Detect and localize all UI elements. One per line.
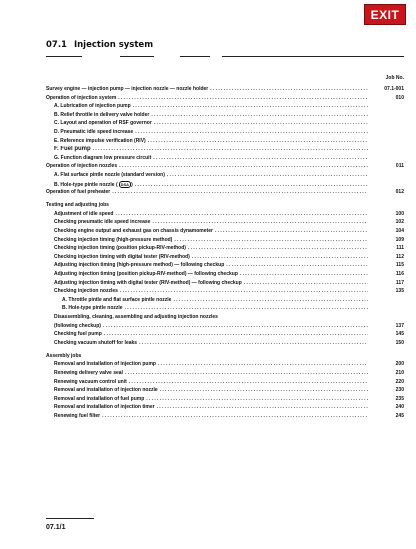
toc-entry[interactable]	[46, 404, 404, 413]
toc-entry[interactable]	[46, 219, 404, 228]
toc-entry-text: Checking injection nozzles	[54, 288, 118, 295]
dot-leader	[115, 211, 368, 217]
toc-entry[interactable]	[46, 288, 404, 297]
exit-button[interactable]: EXIT	[364, 4, 406, 25]
toc-entry-label	[54, 129, 133, 135]
toc-entry[interactable]	[46, 297, 404, 306]
toc-entry[interactable]	[46, 86, 404, 95]
job-number: 200	[395, 361, 404, 368]
dot-leader	[148, 138, 368, 144]
toc-entry-label	[46, 163, 117, 169]
toc-entry-text: Removal and installation of injection pump	[54, 361, 156, 368]
toc-entry-text: A. Throttle pintle and flat surface pintle nozzle	[62, 296, 172, 303]
toc-entry-text: Checking vacuum shutoff for leaks	[54, 339, 138, 346]
toc-entry-label	[54, 314, 218, 320]
toc-entry-label	[54, 254, 190, 260]
toc-entry[interactable]	[46, 323, 404, 332]
toc-entry[interactable]	[46, 262, 404, 271]
toc-entry-text: A. Lubrication of injection pump	[54, 103, 131, 110]
toc-entry-text: Checking pneumatic idle speed increase	[54, 219, 151, 226]
toc-entry-text: Adjusting injection timing (high-pressure method) — following checkup	[54, 262, 225, 269]
toc-entry[interactable]	[46, 271, 404, 280]
dot-leader	[119, 163, 368, 169]
toc-entry[interactable]	[46, 95, 404, 104]
dot-leader	[118, 95, 368, 101]
toc-entry[interactable]	[46, 129, 404, 138]
toc-entry[interactable]	[46, 155, 404, 164]
job-number: 115	[395, 262, 404, 269]
dot-leader	[153, 155, 368, 161]
toc-entry[interactable]	[46, 361, 404, 370]
job-number: 07.1-001	[384, 86, 404, 92]
toc-entry[interactable]	[46, 181, 404, 190]
job-number: 150	[395, 339, 404, 346]
toc-entry-label	[54, 146, 91, 152]
dot-leader	[158, 361, 368, 367]
toc-entry-text: C. Layout and operation of RSF governor	[54, 120, 152, 127]
toc-entry[interactable]	[46, 396, 404, 405]
toc-entry-text: Checking fuel pump	[54, 331, 102, 338]
toc-entry[interactable]	[46, 254, 404, 263]
dot-leader	[157, 404, 368, 410]
dot-leader	[173, 297, 368, 303]
toc-entry-label	[54, 219, 150, 225]
section-title: Injection system	[73, 40, 154, 50]
job-number: 245	[395, 412, 404, 419]
dot-leader	[215, 228, 368, 234]
header-rule-1	[46, 56, 82, 57]
job-number: 100	[395, 210, 404, 217]
toc-entry[interactable]	[46, 305, 404, 314]
toc-entry[interactable]	[46, 211, 404, 220]
dot-leader	[133, 103, 368, 109]
job-number: 109	[395, 236, 404, 243]
toc-entry-label	[62, 305, 123, 311]
toc-entry-label	[54, 413, 100, 419]
dot-leader	[93, 146, 368, 152]
toc-entry[interactable]	[46, 379, 404, 388]
toc-entry-text: B. Hole-type pintle nozzle	[62, 305, 123, 312]
footer-rule	[46, 518, 94, 519]
toc-entry-text: Adjusting injection timing (position pickup-RIV-method) — following checkup	[54, 270, 238, 277]
header-rule-2	[120, 56, 154, 57]
header-rule-3	[180, 56, 210, 57]
toc-entry-text: D. Pneumatic idle speed increase	[54, 128, 134, 135]
job-number: 145	[395, 331, 404, 338]
job-number: 116	[395, 270, 404, 277]
toc-entry-text: Checking injection timing with digital tester (RIV-method)	[54, 253, 190, 260]
toc-entry-label	[54, 237, 172, 243]
toc-entry-text: A. Flat surface pintle nozzle (standard version)	[54, 171, 165, 178]
toc-entry[interactable]	[46, 172, 404, 181]
dot-leader	[112, 189, 368, 195]
toc-entry[interactable]	[46, 103, 404, 112]
job-number: 137	[395, 322, 404, 329]
toc-entry-label	[54, 138, 146, 144]
toc-entry-text: Checking injection timing (position pickup-RIV-method)	[54, 245, 186, 252]
job-number: 210	[395, 370, 404, 376]
toc-entry-label	[54, 103, 131, 109]
toc-entry-label	[54, 361, 156, 367]
toc-entry-suffix: )	[131, 181, 133, 188]
dot-leader	[151, 112, 368, 118]
job-number: 011	[395, 163, 404, 170]
toc-entry-text: Survey engine — injection pump — injection nozzle — nozzle holder	[46, 86, 209, 92]
job-number: 240	[395, 404, 404, 411]
toc-entry-label	[54, 245, 186, 251]
toc-entry-label	[46, 86, 208, 92]
toc-entry-text: Checking engine output and exhaust gas on chassis dynamometer	[54, 228, 213, 234]
toc-entry-label	[54, 120, 152, 126]
header-rule-4	[222, 56, 404, 57]
section-number: 07.1	[46, 40, 67, 50]
block-heading: Assembly jobs	[46, 352, 82, 359]
dot-leader	[120, 288, 368, 294]
toc-entry-label	[54, 370, 123, 376]
dot-leader	[125, 370, 368, 376]
job-number: 111	[396, 245, 404, 252]
toc-entry-label	[46, 189, 110, 195]
dot-leader	[244, 280, 368, 286]
dot-leader	[103, 323, 368, 329]
toc-entry-text: Adjusting injection timing with digital tester (RIV-method) — following checkup	[54, 279, 242, 286]
toc-entry-label	[54, 340, 137, 346]
dot-leader	[139, 340, 368, 346]
dot-leader	[102, 413, 368, 419]
toc-entry-label	[54, 288, 118, 294]
toc-entry-label	[54, 331, 102, 337]
toc-entry-label	[62, 297, 171, 303]
dot-leader	[135, 129, 368, 135]
dot-leader	[154, 120, 368, 126]
dot-leader	[152, 219, 368, 225]
job-number: 012	[395, 189, 404, 196]
job-number: 112	[395, 253, 404, 260]
toc-entry-text: G. Function diagram low pressure circuit	[54, 154, 152, 161]
toc-entry-text: Renewing vacuum control unit	[54, 378, 127, 385]
dot-leader	[160, 387, 368, 393]
dot-leader	[174, 237, 368, 243]
toc-entry-text: Adjustment of idle speed	[54, 210, 114, 217]
job-number: 230	[395, 387, 404, 394]
toc-entry-text: Operation of fuel preheater	[46, 189, 111, 196]
table-of-contents	[46, 86, 404, 422]
toc-entry-text: Operation of injection nozzles	[46, 163, 118, 170]
toc-entry-text: Removal and installation of injection timer	[54, 404, 155, 411]
dot-leader	[240, 271, 368, 277]
toc-entry-label	[54, 228, 213, 234]
toc-entry[interactable]	[46, 413, 404, 422]
toc-entry-text: Operation of injection system	[46, 94, 117, 101]
toc-entry[interactable]	[46, 370, 404, 379]
dot-leader	[210, 86, 368, 92]
toc-entry-text: Renewing fuel filter	[54, 412, 101, 419]
dot-leader	[146, 396, 368, 402]
toc-entry[interactable]	[46, 237, 404, 246]
toc-entry[interactable]	[46, 245, 404, 254]
job-number: 235	[395, 395, 404, 402]
job-number: 102	[395, 219, 404, 226]
job-no-header: Job No.	[385, 75, 404, 81]
toc-entry[interactable]	[46, 314, 404, 323]
dot-leader	[129, 379, 368, 385]
toc-entry-text: B. Relief throttle in delivery valve holder	[54, 111, 150, 118]
toc-entry-text: Checking injection timing (high-pressure method)	[54, 236, 173, 243]
job-number: 220	[395, 378, 404, 385]
toc-entry-text: (following checkup)	[54, 322, 101, 329]
toc-entry[interactable]	[46, 340, 404, 349]
toc-entry-text: Renewing delivery valve seal	[54, 370, 123, 376]
toc-entry[interactable]	[46, 280, 404, 289]
toc-entry[interactable]	[46, 331, 404, 340]
job-number: 135	[395, 288, 404, 295]
toc-entry-text: Removal and installation of fuel pump	[54, 395, 145, 402]
toc-entry[interactable]	[46, 120, 404, 129]
toc-entry-label	[54, 396, 144, 402]
toc-entry[interactable]	[46, 189, 404, 198]
toc-entry-text: Removal and installation of injection nozzle	[54, 387, 158, 394]
job-number: 117	[395, 279, 404, 286]
toc-entry[interactable]	[46, 138, 404, 147]
dot-leader	[226, 262, 368, 268]
section-header	[46, 40, 153, 50]
dsa-badge: DSA	[120, 181, 130, 187]
toc-entry-label	[54, 172, 165, 178]
dot-leader	[104, 331, 368, 337]
block-heading: Testing and adjusting jobs	[46, 202, 109, 209]
toc-entry-label	[54, 404, 155, 410]
toc-entry-label	[54, 323, 101, 329]
toc-entry-label	[54, 262, 224, 268]
toc-entry-label	[54, 211, 113, 217]
job-number: 104	[395, 228, 404, 234]
toc-entry-text: F. Fuel pump	[54, 146, 91, 153]
toc-entry-text: B. Hole-type pintle nozzle (	[54, 181, 118, 188]
page-number: 07.1/1	[46, 524, 66, 531]
toc-entry-label	[54, 280, 242, 286]
dot-leader	[188, 245, 368, 251]
toc-entry-label	[54, 112, 149, 118]
toc-entry-label	[54, 271, 238, 277]
toc-entry-label	[54, 181, 133, 188]
toc-entry[interactable]	[46, 228, 404, 237]
toc-entry-text: E. Reference impulse verification (RIV)	[54, 137, 146, 144]
toc-entry[interactable]	[46, 387, 404, 396]
toc-entry[interactable]	[46, 163, 404, 172]
dot-leader	[125, 305, 368, 311]
toc-entry[interactable]	[46, 112, 404, 121]
dot-leader	[135, 182, 368, 188]
toc-entry-text: Disassembling, cleaning, assembling and adjusting injection nozzles	[54, 313, 218, 320]
toc-entry-label	[54, 387, 158, 393]
toc-entry-label	[54, 379, 127, 385]
dot-leader	[192, 254, 368, 260]
toc-entry-label	[54, 155, 151, 161]
toc-entry[interactable]	[46, 146, 404, 155]
job-number: 010	[395, 94, 404, 101]
dot-leader	[167, 172, 368, 178]
toc-entry-label	[46, 95, 116, 101]
